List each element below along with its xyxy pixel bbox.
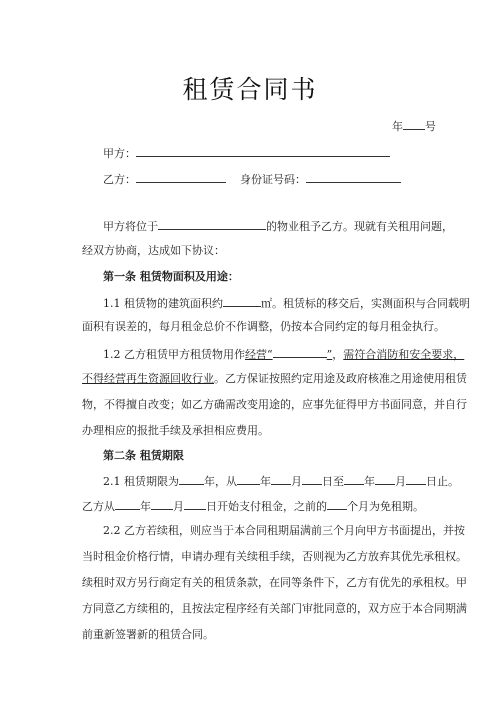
clause-2-2-line-4: 方同意乙方续租的，且按法定程序经有关部门审批同意的，双方应于本合同期满 [82,602,467,615]
party-b-label: 乙方： [103,173,136,186]
clause-2-2-line-5: 前重新签署新的租赁合同。 [82,628,214,641]
clause-text: 。乙方保证按照约定用途及政府核准之用途使用租赁 [214,372,467,385]
start-year-blank[interactable] [237,473,260,485]
clause-text: 月 [291,475,302,488]
number-blank[interactable] [403,118,425,130]
rent-free-months-blank[interactable] [327,498,347,510]
clause-text: 年 [260,475,271,488]
clause-1-2-line-3: 物，不得擅自改变；如乙方确需改变用途的，应事先征得甲方书面同意，并自行 [82,398,467,411]
business-purpose-blank[interactable] [273,346,327,358]
intro-text: 的物业租予乙方。现就有关租用问题， [266,220,453,233]
clause-1-2-line-4: 办理相应的报批手续及承担相应费用。 [82,424,269,437]
id-number-label: 身份证号码： [240,173,306,186]
clause-text: 月 [395,475,406,488]
clause-1-2-line-2 [82,372,467,386]
article-1-heading: 第一条 租赁物面积及用途： [103,270,239,283]
clause-1-2-line-1 [103,346,464,362]
pay-month-blank[interactable] [151,498,173,510]
clause-text: 月 [173,500,184,513]
clause-text: 日至 [322,475,344,488]
id-number-blank[interactable] [306,171,401,183]
clause-1-1-line-1 [103,295,470,311]
underlined-text: ” [326,348,333,361]
clause-2-2-line-1: 2.2 乙方若续租，则应当于本合同租期届满前三个月向甲方书面提出，并按 [103,524,465,537]
contract-number-line [392,118,436,134]
underlined-text: 不得经营再生资源回收行业 [82,372,214,385]
clause-1-1-line-2: 面积有误差的，每月租金总价不作调整，仍按本合同约定的每月租金执行。 [82,320,445,333]
area-blank[interactable] [223,295,261,307]
clause-text: 1.2 乙方租赁甲方租赁物用作 [103,348,245,361]
clause-text: ， [332,348,344,361]
party-b-line [103,171,401,187]
year-label: 年 [392,120,403,133]
start-month-blank[interactable] [271,473,291,485]
party-b-blank[interactable] [136,171,226,183]
clause-text: 年 [140,500,151,513]
clause-2-1-line-2 [82,498,424,514]
underlined-text: 需符合消防和安全要求， [343,348,465,361]
party-a-blank[interactable] [136,145,390,157]
clause-text: 1.1 租赁物的建筑面积约 [103,297,223,310]
clause-text: 年 [364,475,375,488]
underlined-text: 经营“ [245,348,273,361]
pay-year-blank[interactable] [115,498,140,510]
clause-text: ㎡。租赁标的移交后，实测面积与合同载明 [261,297,470,310]
pay-day-blank[interactable] [184,498,206,510]
intro-text: 甲方将位于 [103,220,158,233]
clause-text: 日开始支付租金，之前的 [206,500,327,513]
start-day-blank[interactable] [302,473,322,485]
intro-line-1 [103,218,453,234]
clause-text: 日止。 [426,475,459,488]
clause-text: 年，从 [204,475,237,488]
property-location-blank[interactable] [158,218,266,230]
article-2-heading: 第二条 租赁期限 [103,449,184,462]
intro-line-2: 经双方协商，达成如下协议： [82,244,225,257]
clause-2-2-line-3: 续租时双方另行商定有关的租赁条款，在同等条件下，乙方有优先的承租权。甲 [82,576,467,589]
end-month-blank[interactable] [375,473,395,485]
clause-text: 2.1 租赁期限为 [103,475,179,488]
end-year-blank[interactable] [344,473,364,485]
end-day-blank[interactable] [406,473,426,485]
clause-2-1-line-1 [103,473,459,489]
document-title: 租赁合同书 [182,75,318,104]
party-a-line [103,145,390,161]
party-a-label: 甲方： [103,147,136,160]
clause-text: 乙方从 [82,500,115,513]
clause-2-2-line-2: 当时租金价格行情，申请办理有关续租手续，否则视为乙方放弃其优先承租权。 [82,550,467,563]
number-label: 号 [425,120,436,133]
term-years-blank[interactable] [179,473,204,485]
clause-text: 个月为免租期。 [347,500,424,513]
